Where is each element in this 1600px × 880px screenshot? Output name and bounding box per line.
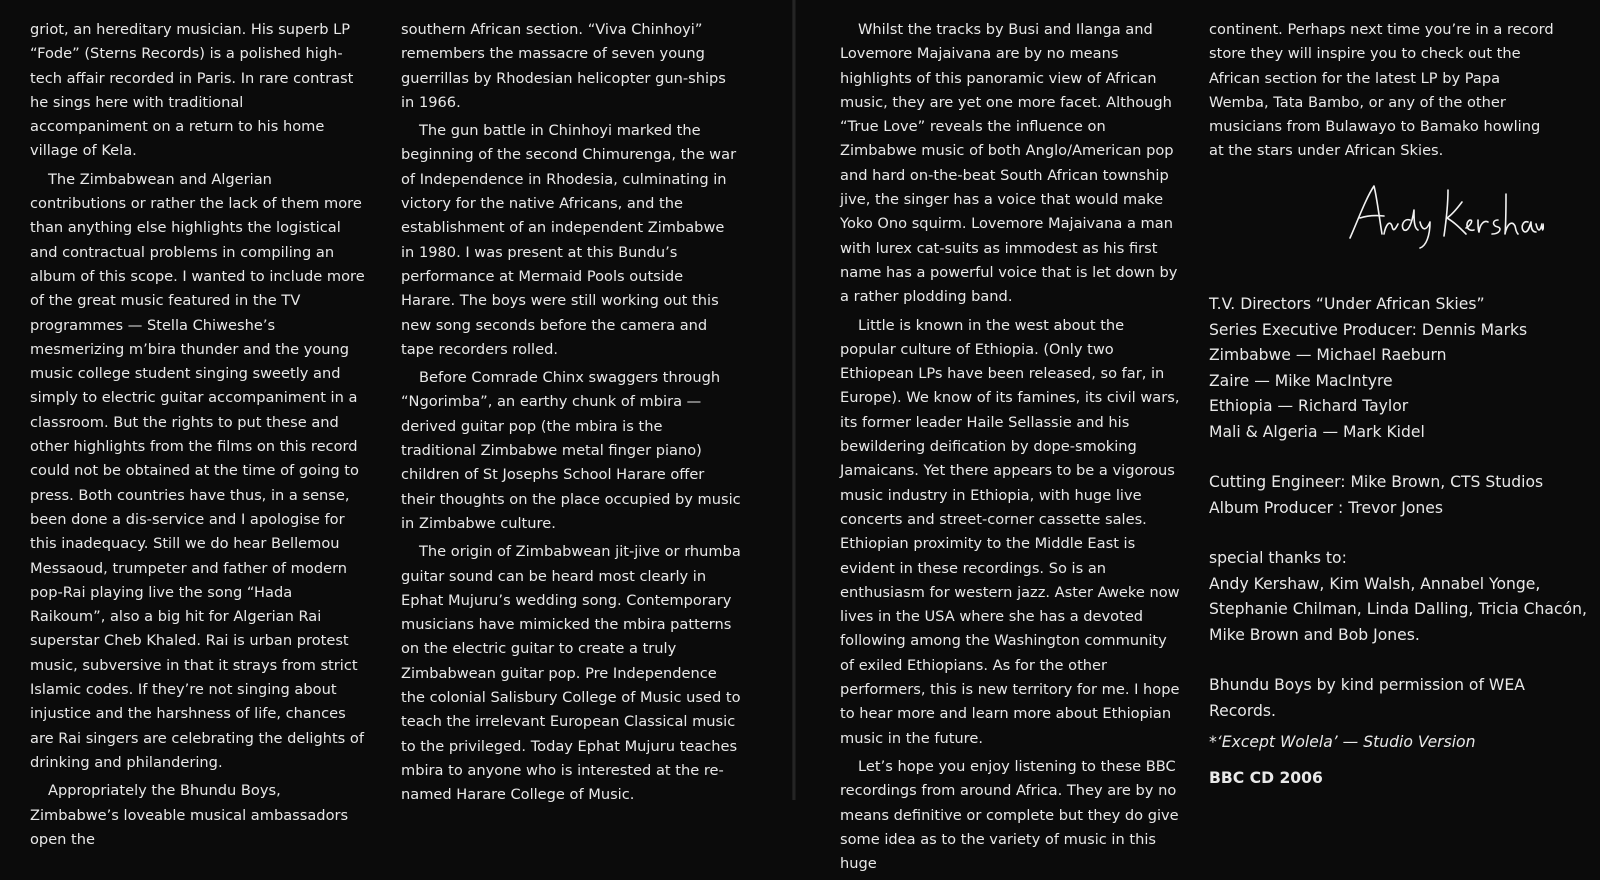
thanks-line-2: Stephanie Chilman, Linda Dalling, Tricia Chacón, bbox=[1209, 600, 1587, 619]
catalog-number: BBC CD 2006 bbox=[1209, 768, 1323, 787]
column-2 bbox=[401, 18, 741, 812]
paragraph: The gun battle in Chinhoyi marked the beginning of the second Chimurenga, the war of Independence in Rhodesia, culminating in victory for the native Africans, and the establishment of an independent Zimbabwe in 1980. I was present at this Bundu’s performance at Mermaid Pools outside Harare. The boys were still working out this new song seconds before the camera and tape recorders rolled. bbox=[401, 122, 737, 358]
album-producer: Album Producer : Trevor Jones bbox=[1209, 498, 1443, 517]
director-zaire: Zaire — Mike MacIntyre bbox=[1209, 371, 1393, 390]
thanks-heading: special thanks to: bbox=[1209, 549, 1347, 568]
paragraph: Whilst the tracks by Busi and Ilanga and Lovemore Majaivana are by no means highlights of this panoramic view of African music, they are yet one more facet. Although “True Love” reveals the influence on Zimbabwe music of both Anglo/American pop and hard on-the-beat South African township jive, the singer has a voice that would make Yoko Ono squirm. Lovemore Majaivana a man with lurex cat-suits as immodest as his first name has a powerful voice that is let down by a rather plodding band. bbox=[840, 21, 1178, 306]
paragraph: Before Comrade Chinx swaggers through “Ngorimba”, an earthy chunk of mbira — derived guitar pop (the mbira is the traditional Zimbabwe metal finger piano) children of St Josephs School Harare offer their thoughts on the place occupied by music in Zimbabwe culture. bbox=[401, 369, 741, 532]
paragraph: griot, an hereditary musician. His superb LP “Fode” (Sterns Records) is a polished high-tech affair recorded in Paris. In rare contrast he sings here with traditional accompaniment on a return to his home village of Kela. bbox=[30, 21, 354, 160]
paragraph: Let’s hope you enjoy listening to these BBC recordings from around Africa. They are by no means definitive or complete but they do give some idea as to the variety of music in this huge bbox=[840, 757, 1179, 873]
thanks-line-3: Mike Brown and Bob Jones. bbox=[1209, 625, 1420, 644]
director-zimbabwe: Zimbabwe — Michael Raeburn bbox=[1209, 346, 1447, 365]
cutting-engineer: Cutting Engineer: Mike Brown, CTS Studios bbox=[1209, 473, 1544, 492]
director-mali-algeria: Mali & Algeria — Mark Kidel bbox=[1209, 422, 1425, 441]
spacer bbox=[1209, 521, 1554, 546]
column-3 bbox=[840, 18, 1180, 880]
credits-block bbox=[1209, 292, 1587, 791]
column-4 bbox=[1209, 18, 1587, 791]
spacer bbox=[1209, 648, 1554, 673]
director-ethiopia: Ethiopia — Richard Taylor bbox=[1209, 397, 1409, 416]
executive-producer: Series Executive Producer: Dennis Marks bbox=[1209, 320, 1528, 339]
signature-handwritten bbox=[1344, 180, 1544, 250]
paragraph: The Zimbabwean and Algerian contributions or rather the lack of them more than anything else highlights the logistical and contractual problems in compiling an album of this scope. I wanted to include more of the great music featured in the TV programmes — Stella Chiweshe’s mesmerizing m’bira thunder and the young music college student singing sweetly and simply to electric guitar accompaniment in a classroom. But the rights to put these and other highlights from the films on this record could not be obtained at the time of going to press. Both countries have thus, in a sense, been done a dis-service and I apologise for this inadequacy. Still we do hear Bellemou Messaoud, trumpeter and father of modern pop-Rai playing live the song “Hada Raikoum”, also a big hit for Algerian Rai superstar Cheb Khaled. Rai is urban protest music, subversive in that it strays from strict Islamic codes. If they’re not singing about injustice and the harshness of life, chances are Rai singers are celebrating the delights of drinking and philandering. bbox=[30, 170, 365, 771]
paragraph: Appropriately the Bhundu Boys, Zimbabwe’s loveable musical ambassadors open the bbox=[30, 782, 349, 848]
page-fold bbox=[792, 0, 796, 800]
column-1 bbox=[30, 18, 365, 856]
spacer bbox=[1209, 445, 1554, 470]
studio-version-note: *‘Except Wolela’ — Studio Version bbox=[1209, 733, 1476, 752]
permission-line-2: Records. bbox=[1209, 701, 1276, 720]
thanks-line-1: Andy Kershaw, Kim Walsh, Annabel Yonge, bbox=[1209, 574, 1541, 593]
permission-line-1: Bhundu Boys by kind permission of WEA bbox=[1209, 676, 1525, 695]
paragraph: southern African section. “Viva Chinhoyi” remembers the massacre of seven young guerrillas by Rhodesian helicopter gun-ships in 1966. bbox=[401, 21, 726, 111]
paragraph: The origin of Zimbabwean jit-jive or rhumba guitar sound can be heard most clearly in Ephat Mujuru’s wedding song. Contemporary musicians have mimicked the mbira patterns on the electric guitar to create a truly Zimbabwean guitar pop. Pre Independence the colonial Salisbury College of Music used to teach the irrelevant European Classical music to the privileged. Today Ephat Mujuru teaches mbira to anyone who is interested at the re-named Harare College of Music. bbox=[401, 543, 741, 804]
closing-paragraph: continent. Perhaps next time you’re in a record store they will inspire you to check out the African section for the latest LP by Papa Wemba, Tata Bambo, or any of the other musicians from Bulawayo to Bamako howling at the stars under African Skies. bbox=[1209, 21, 1554, 160]
paragraph: Little is known in the west about the popular culture of Ethiopia. (Only two Ethiopean LPs have been released, so far, in Europe). We know of its famines, its civil wars, its former leader Haile Sellassie and his bewildering deification by dope-smoking Jamaicans. Yet there appears to be a vigorous music industry in Ethiopia, with huge live concerts and street-corner cassette sales. Ethiopian proximity to the Middle East is evident in these recordings. So is an enthusiasm for western jazz. Aster Aweke now lives in the USA where she has a devoted following among the Washington community of exiled Ethiopians. As for the other performers, this is new territory for me. I hope to hear more and learn more about Ethiopian music in the future. bbox=[840, 316, 1180, 747]
directors-heading: T.V. Directors “Under African Skies” bbox=[1209, 295, 1485, 314]
